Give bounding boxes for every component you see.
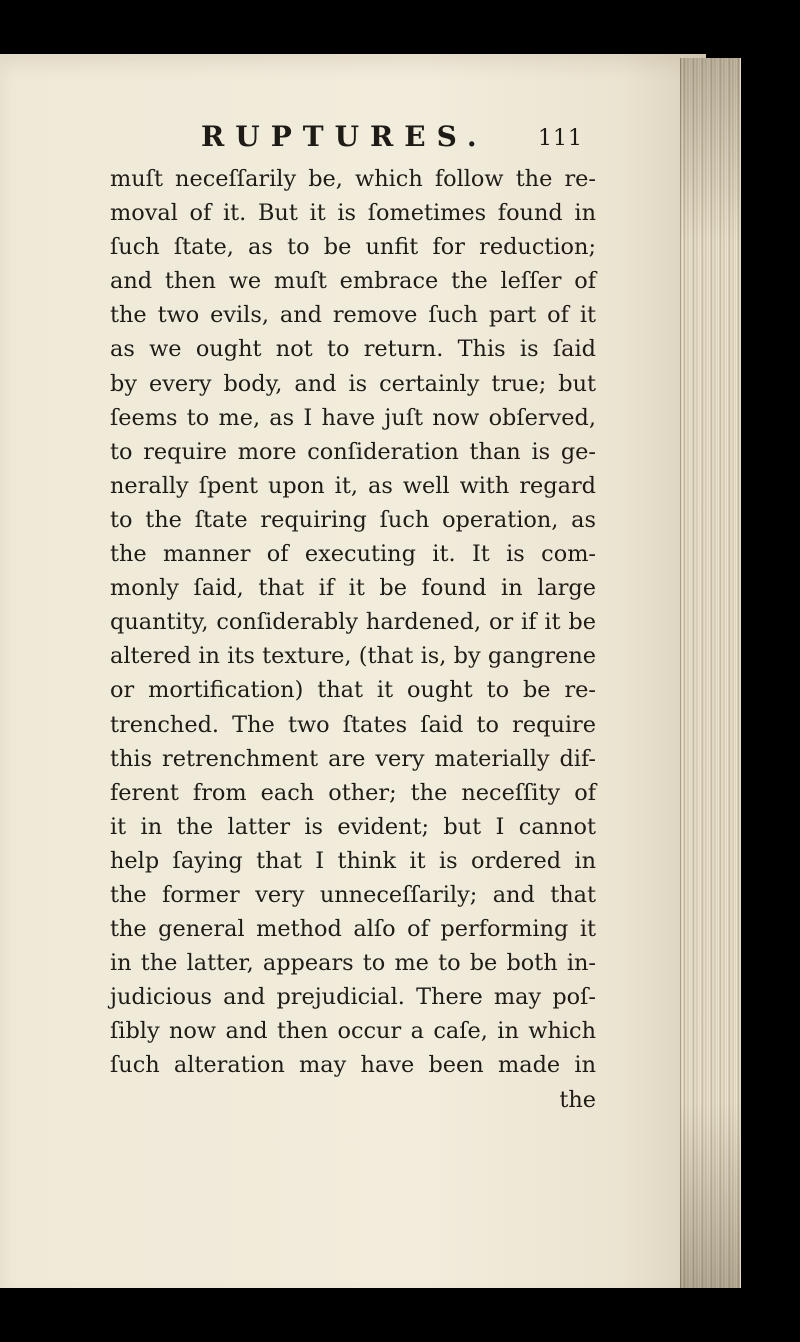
page-header [0,120,706,160]
text-line: trenched. The two ſtates ſaid to require [110,711,596,738]
catchword: the [559,1086,596,1113]
text-line: quantity, conſiderably hardened, or if it be [110,609,596,636]
text-line: it in the latter is evident; but I cannot [110,813,596,840]
text-line: in the latter, appears to me to be both in- [110,950,596,977]
text-line: to the ſtate requiring ſuch operation, as [110,506,596,533]
text-line: ſibly now and then occur a caſe, in which [110,1018,596,1045]
body-text [110,162,596,1117]
text-line: to require more conſideration than is ge- [110,438,596,465]
page-number: 111 [538,126,583,151]
page-edges-shade [680,58,740,1288]
text-line: the manner of executing it. It is com- [110,541,596,568]
text-line: help ſaying that I think it is ordered in [110,847,596,874]
text-line: ſeems to me, as I have juſt now obſerved, [110,404,596,431]
text-line: ſuch alteration may have been made in [110,1052,596,1079]
text-line: ferent from each other; the neceſſity of [110,779,596,806]
text-line: this retrenchment are very materially dif- [110,745,596,772]
text-line: moval of it. But it is ſometimes found in [110,200,596,227]
text-line: the former very unneceſſarily; and that [110,881,596,908]
text-line: by every body, and is certainly true; but [110,370,596,397]
text-line: or mortification) that it ought to be re- [110,677,596,704]
text-line: as we ought not to return. This is ſaid [110,336,596,363]
text-line: and then we muſt embrace the leſſer of [110,268,596,295]
text-line: muſt neceſſarily be, which follow the re- [110,166,596,192]
text-line: judicious and prejudicial. There may poſ- [110,984,596,1011]
text-line: ſuch ſtate, as to be unfit for reduction; [110,234,596,261]
text-line: altered in its texture, (that is, by gangrene [110,643,596,670]
running-head: RUPTURES. [201,120,488,153]
text-line: nerally ſpent upon it, as well with regard [110,472,596,499]
text-line: the two evils, and remove ſuch part of it [110,302,596,329]
text-line: the general method alſo of performing it [110,916,596,943]
text-line: monly ſaid, that if it be found in large [110,575,596,602]
